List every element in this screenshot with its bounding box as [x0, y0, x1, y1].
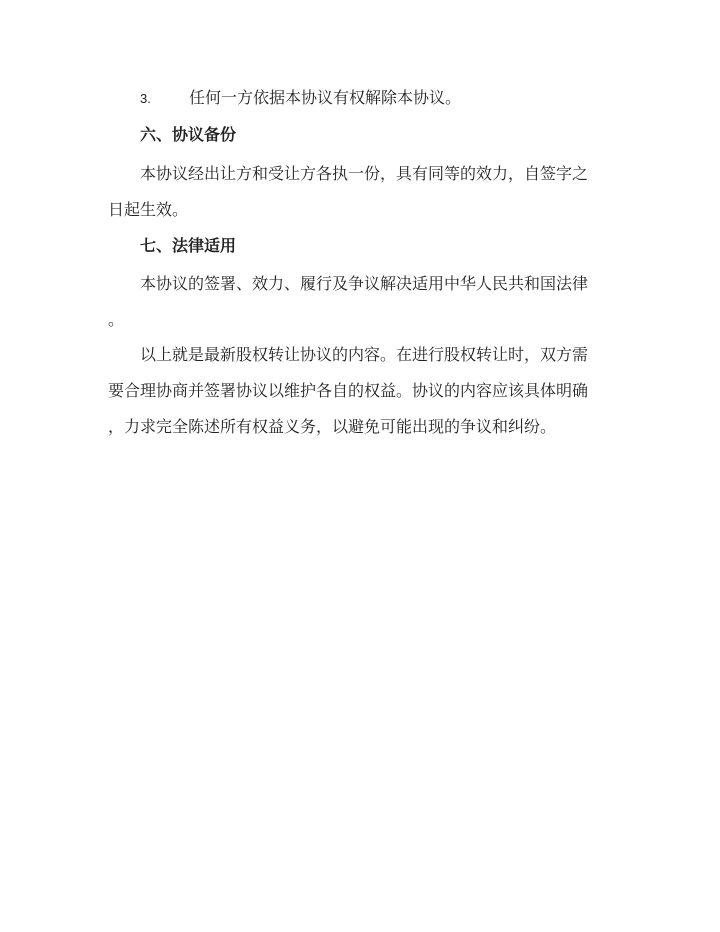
paragraph-backup	[108, 156, 608, 228]
paragraph-line: 要合理协商并签署协议以维护各自的权益。协议的内容应该具体明确	[108, 381, 589, 400]
section-heading-law: 七、法律适用	[140, 236, 237, 255]
paragraph-line: 以上就是最新股权转让协议的内容。在进行股权转让时，双方需	[140, 345, 589, 364]
list-item-3	[140, 84, 461, 112]
paragraph-line: 本协议的签署、效力、履行及争议解决适用中华人民共和国法律	[140, 274, 589, 293]
paragraph-line: 日起生效。	[108, 200, 189, 219]
paragraph-conclusion	[108, 337, 608, 445]
paragraph-line: 本协议经出让方和受让方各执一份，具有同等的效力，自签字之	[140, 164, 589, 183]
section-heading-backup: 六、协议备份	[140, 125, 237, 144]
list-item-text: 任何一方依据本协议有权解除本协议。	[189, 88, 462, 107]
paragraph-line: 。	[108, 310, 125, 329]
paragraph-law	[108, 266, 608, 338]
paragraph-line: ，力求完全陈述所有权益义务，以避免可能出现的争议和纠纷。	[108, 417, 557, 436]
list-number: 3.	[140, 91, 151, 106]
